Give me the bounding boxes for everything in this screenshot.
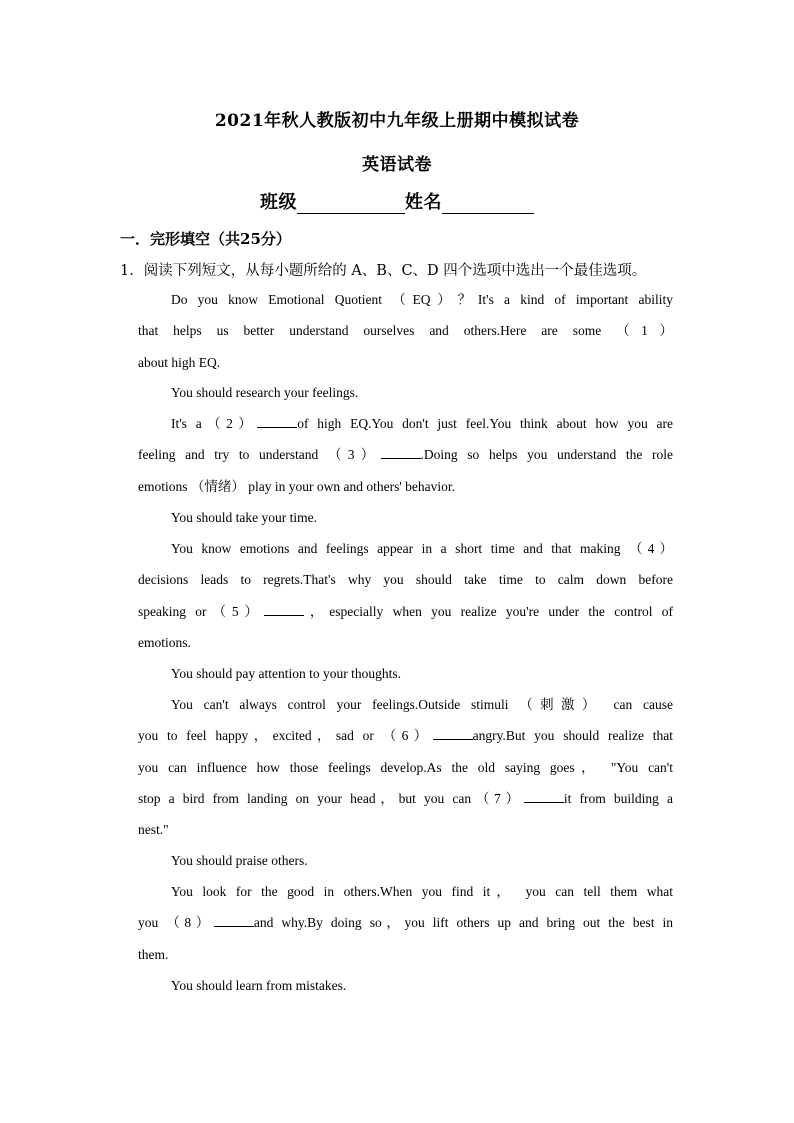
passage-paragraph: [138, 876, 673, 970]
passage-line: them.: [138, 946, 169, 962]
question-instruction: 1．阅读下列短文，从每小题所给的 A、B、C、D 四个选项中选出一个最佳选项。: [120, 263, 647, 279]
passage-text: of high EQ.You don't just feel.You think about how you are: [297, 416, 673, 431]
class-label: 班级: [260, 192, 297, 213]
answer-blank-3: [381, 444, 421, 459]
passage-paragraph: [138, 408, 673, 502]
exam-title: 2021年秋人教版初中九年级上册期中模拟试卷: [214, 111, 580, 131]
answer-blank-7: [524, 788, 564, 803]
passage-heading: You should praise others.: [171, 853, 308, 868]
passage-line: [138, 408, 673, 439]
exam-subtitle: 英语试卷: [362, 155, 432, 175]
passage-text: feeling and try to understand （3）: [138, 447, 381, 463]
passage-heading: You should research your feelings.: [171, 385, 359, 400]
passage-line: You look for the good in others.When you find it， you can tell them what: [171, 884, 673, 899]
passage-text: It's a（2）: [171, 416, 258, 431]
passage-line: emotions （情绪） play in your own and others' behavior.: [138, 478, 456, 494]
passage-line: nest.": [138, 822, 169, 838]
passage-line: [138, 596, 673, 627]
passage-line: Do you know Emotional Quotient （EQ）？It's a kind of important ability: [171, 292, 673, 307]
passage-text: you to feel happy，excited，sad or （6）: [138, 728, 433, 744]
passage-heading: You should learn from mistakes.: [171, 978, 347, 993]
passage-text: speaking or（5）: [138, 603, 264, 619]
passage-line: you can influence how those feelings develop.As the old saying goes， "You can't: [138, 759, 673, 775]
passage-paragraph: [138, 284, 673, 378]
passage-paragraph: [138, 533, 673, 658]
name-label: 姓名: [405, 192, 442, 213]
passage-line: You know emotions and feelings appear in a short time and that making （4）: [171, 541, 673, 556]
passage-line: decisions leads to regrets.That's why you should take time to calm down before: [138, 572, 673, 588]
passage-line: that helps us better understand ourselves and others.Here are some （1）: [138, 323, 673, 339]
answer-blank-5: [264, 601, 304, 616]
passage-heading: You should take your time.: [171, 510, 318, 525]
answer-blank-6: [433, 725, 473, 740]
passage-line: about high EQ.: [138, 354, 221, 370]
passage-text: angry.But you should realize that: [472, 728, 673, 744]
passage-line: You can't always control your feelings.Outside stimuli （刺激） can cause: [171, 697, 673, 712]
passage-line: [138, 907, 673, 938]
passage-text: and why.By doing so，you lift others up and bring out the best in: [253, 915, 674, 931]
section-heading: 一．完形填空（共25分）: [120, 230, 291, 248]
passage-text: ，especially when you realize you're under the control of: [303, 603, 673, 619]
passage-line: emotions.: [138, 634, 191, 650]
passage-line: [138, 439, 673, 470]
passage-text: it from building a: [563, 790, 673, 806]
passage-text: you （8）: [138, 915, 214, 931]
answer-blank-2: [257, 413, 297, 428]
passage-line: [138, 783, 673, 814]
class-blank: [297, 195, 405, 214]
answer-blank-8: [214, 912, 254, 927]
passage-text: stop a bird from landing on your head，but you can（7）: [138, 790, 524, 806]
passage-paragraph: [138, 689, 673, 845]
student-info-line: [0, 188, 794, 214]
passage-line: [138, 720, 673, 751]
passage-text: .Doing so helps you understand the role: [420, 447, 673, 463]
name-blank: [442, 195, 534, 214]
passage-heading: You should pay attention to your thoughts.: [171, 666, 402, 681]
